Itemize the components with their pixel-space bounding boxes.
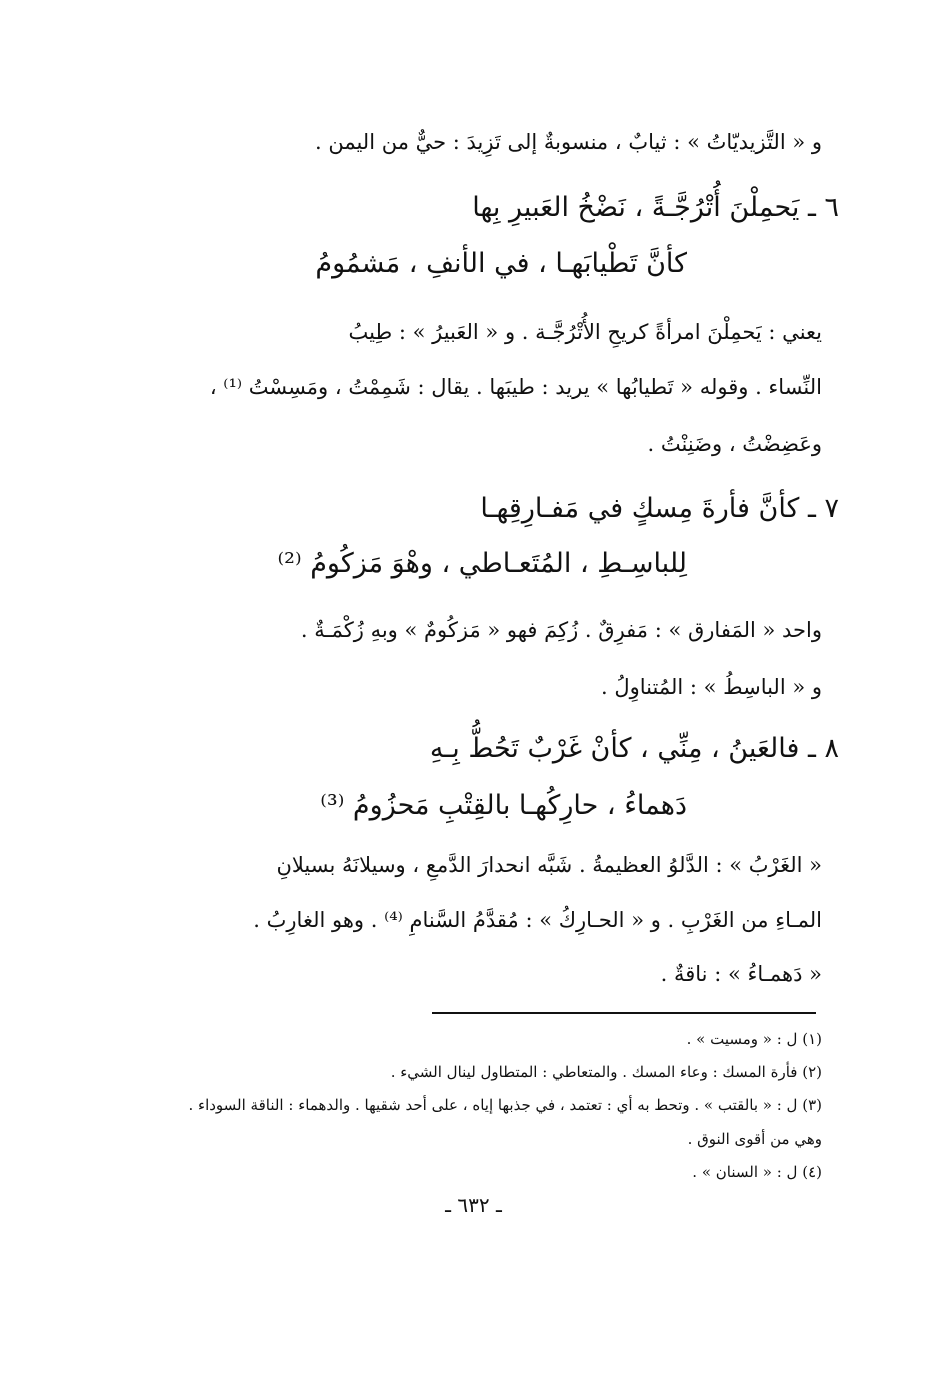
verse-7-first-hemistich: ٧ ـ كأنَّ فأرةَ مِسكٍ في مَفـارِقِهـا xyxy=(480,493,839,524)
text-line: و « الباسِطُ » : المُتناوِلُ . xyxy=(601,675,822,699)
text-line: النِّساء . وقوله « تَطيابُها » يريد : طيبَها . يقال : شَمِمْتُ ، ومَسِسْتُ ⁽¹⁾ ، xyxy=(209,375,822,399)
verse-8-first-hemistich: ٨ ـ فالعَينُ ، مِنِّي ، كأنْ غَرْبٌ تَحُطُّ بِـهِ xyxy=(429,733,839,764)
text-line: يعني : يَحمِلْنَ امرأةً كريحِ الأُتْرُجَّـة . و « العَبيرُ » : طِيبُ xyxy=(348,320,822,344)
verse-6-second-hemistich: كأنَّ تَطْيابَهـا ، في الأنفِ ، مَشمُومُ xyxy=(315,248,687,279)
footnote-2: (٢) فأرة المسك : وعاء المسك . والمتعاطي : المتطاول لينال الشيء . xyxy=(390,1063,822,1081)
footnote-1: (١) ل : « ومسيت » . xyxy=(686,1030,822,1048)
footnote-4: (٤) ل : « السنان » . xyxy=(692,1163,822,1181)
footnote-3: (٣) ل : « بالقتب » . وتحط به أي : تعتمد ، في جذبها إياه ، على أحد شقيها . والدهماء : الناقة السوداء . xyxy=(188,1096,822,1114)
page-number: ـ ٦٣٢ ـ xyxy=(445,1193,502,1217)
footnote-3-continuation: وهي من أقوى النوق . xyxy=(687,1130,822,1148)
text-line: « الغَرْبُ » : الدَّلوُ العظيمةُ . شَبَّه انحدارَ الدَّمعِ ، وسيلانَهُ بسيلانِ xyxy=(276,853,822,877)
verse-7-second-hemistich: لِلباسِـطِ ، المُتَعـاطي ، وهْوَ مَزكُومُ ⁽²⁾ xyxy=(277,548,687,579)
text-line: المـاءِ من الغَرْبِ . و « الحـارِكُ » : مُقدَّمُ السَّنامِ ⁽⁴⁾ . وهو الغارِبُ . xyxy=(253,908,822,932)
footnote-separator xyxy=(432,1012,816,1014)
text-line: واحد « المَفارق » : مَفرِقٌ . زُكِمَ فهو « مَزكُومٌ » وبهِ زُكْمَـةٌ . xyxy=(300,618,822,642)
text-line: و « التَّزيديّاتُ » : ثيابٌ ، منسوبةٌ إلى تَزِيدَ : حيٌّ من اليمن . xyxy=(314,130,822,154)
verse-8-second-hemistich: دَهماءُ ، حارِكُهـا بالقِتْبِ مَحزُومُ ⁽³⁾ xyxy=(320,790,687,821)
text-line: « دَهمـاءُ » : ناقةٌ . xyxy=(660,962,822,986)
text-line: وعَضِضْتُ ، وضَنِنْتُ . xyxy=(647,432,822,456)
verse-6-first-hemistich: ٦ ـ يَحمِلْنَ أُتْرُجَّـةً ، نَضْخُ العَبيرِ بِها xyxy=(472,192,839,223)
